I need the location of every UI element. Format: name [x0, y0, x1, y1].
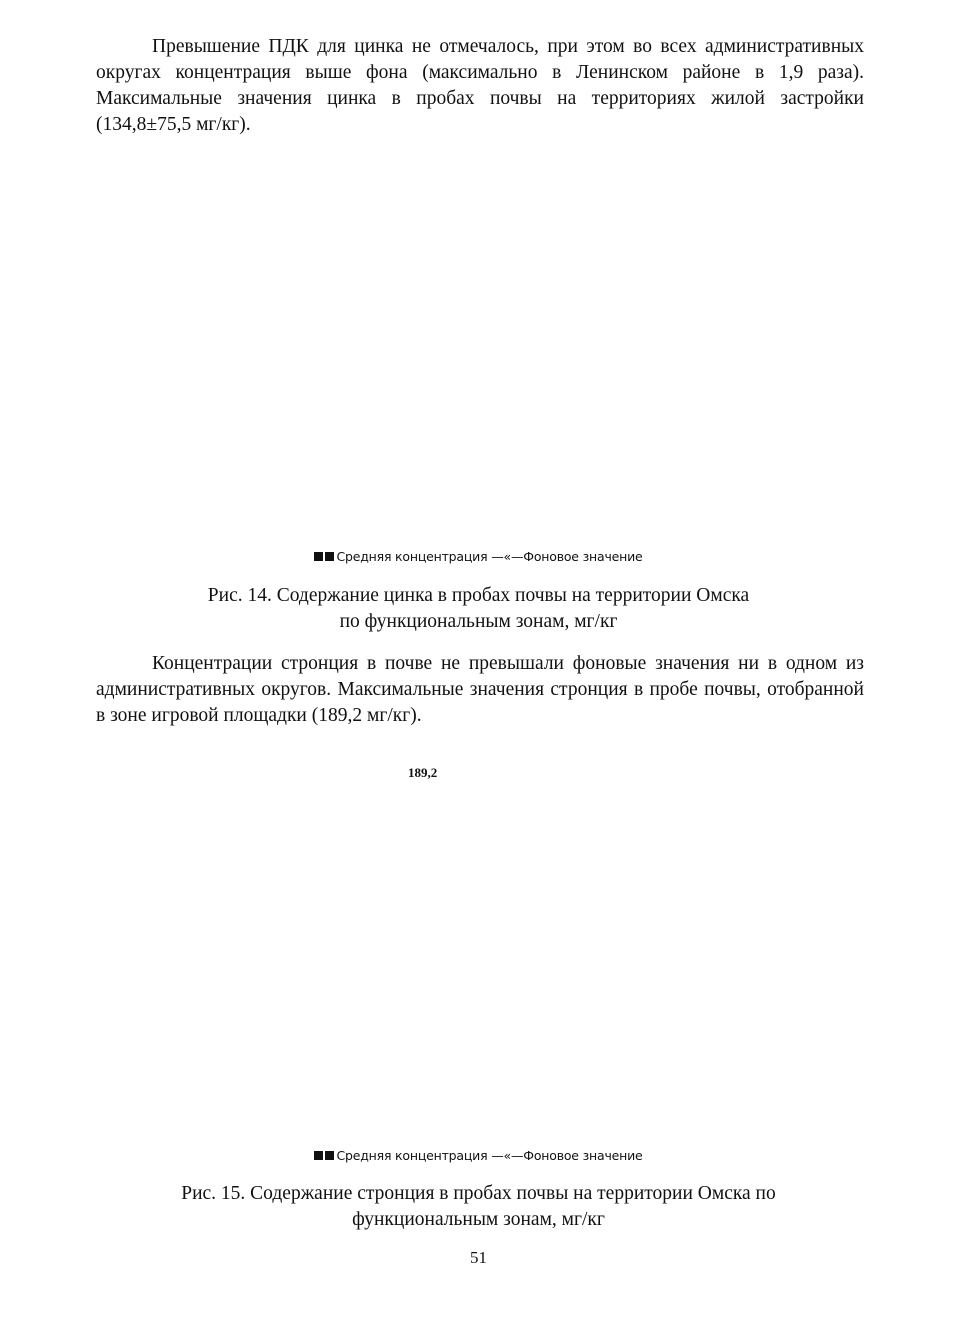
- figure-14-chart-area: [96, 145, 864, 540]
- page-number: 51: [470, 1248, 487, 1267]
- figure-15-chart-area: [96, 790, 864, 1140]
- figure-14-caption-line2: по функциональным зонам, мг/кг: [339, 611, 618, 632]
- legend-bars-label: Средняя концентрация: [336, 1148, 488, 1163]
- figure-15-data-label: 189,2: [408, 765, 438, 780]
- figure-14-caption-line1: Рис. 14. Содержание цинка в пробах почвы на территории Омска: [207, 585, 750, 606]
- legend-bar-swatch: [325, 1151, 334, 1160]
- legend-line-label: Фоновое значение: [523, 549, 643, 564]
- legend-line-marker: —«—: [491, 1148, 524, 1163]
- legend-bar-swatch: [314, 552, 323, 561]
- figure-15-caption-line1: Рис. 15. Содержание стронция в пробах почвы на территории Омска по: [181, 1183, 776, 1204]
- figure-15-legend: [0, 1148, 957, 1163]
- paragraph-zinc: Превышение ПДК для цинка не отмечалось, при этом во всех административных округах концентрация выше фона (максимально в Ленинском районе в 1,9 раза). Максимальные значения цинка в пробах почвы на территориях жилой застройки (134,8±75,5 мг/кг).: [96, 36, 864, 135]
- figure-15-caption-line2: функциональным зонам, мг/кг: [352, 1209, 605, 1230]
- figure-14-legend: [0, 549, 957, 564]
- legend-bar-swatch: [314, 1151, 323, 1160]
- legend-line-marker: —«—: [491, 549, 524, 564]
- legend-bar-swatch: [325, 552, 334, 561]
- legend-line-label: Фоновое значение: [523, 1148, 643, 1163]
- legend-bars-label: Средняя концентрация: [336, 549, 488, 564]
- paragraph-strontium: Концентрации стронция в почве не превышали фоновые значения ни в одном из административных округов. Максимальные значения стронция в пробе почвы, отобранной в зоне игровой площадки (189,2 мг/кг).: [96, 653, 864, 726]
